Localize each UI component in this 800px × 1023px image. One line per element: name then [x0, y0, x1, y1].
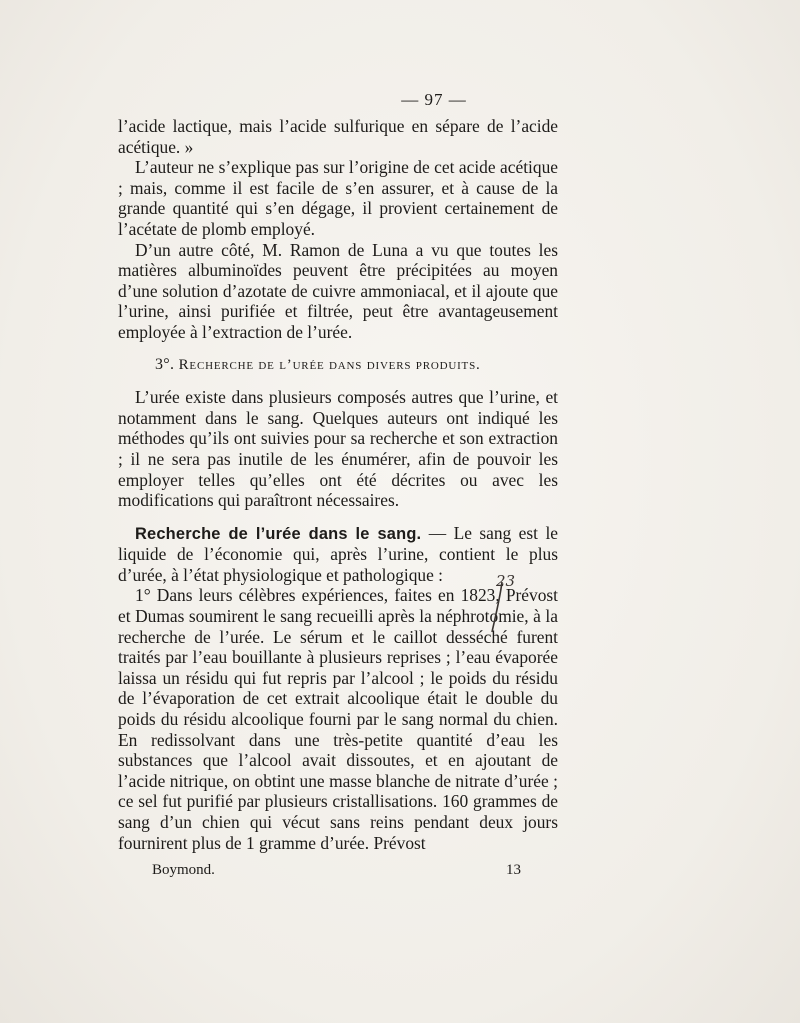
spacer [118, 511, 558, 523]
handwritten-annotation: 23 [496, 572, 516, 590]
paragraph: 1° Dans leurs célèbres expériences, faites en 1823, Prévost et Dumas soumirent le sang recueilli après la néphrotomie, à la recherche de l’urée. Le sérum et le caillot desséché furent traités par l’eau bouillante à plusieurs reprises ; l’eau évaporée laissa un résidu qui fut repris par l’alcool ; le poids du résidu de l’évaporation de cet extrait alcoolique était le double du poids du résidu alcoolique fourni par le sang normal du chien. En redissolvant dans une très-petite quantité d’eau les substances que l’alcool avait dissoutes, et en ajoutant de l’acide nitrique, on obtint une masse blanche de nitrate d’urée ; ce sel fut purifié par plusieurs cristallisations. 160 grammes de sang d’un chien qui vécut sans reins pendant deux jours fournirent plus de 1 gramme d’urée. Prévost [118, 585, 558, 853]
paragraph: L’auteur ne s’explique pas sur l’origine de cet acide acétique ; mais, comme il est facile de s’en assurer, et à cause de la grande quantité qui s’en dégage, il provient certainement de l’acétate de plomb employé. [118, 157, 558, 239]
section-number: 3°. [155, 355, 175, 373]
paragraph-text: — Le sang est le liquide de l’économie qui, après l’urine, contient le plus d’urée, à l’état physiologique et pathologique : [118, 522, 558, 585]
paragraph: D’un autre côté, M. Ramon de Luna a vu que toutes les matières albuminoïdes peuvent être précipitées au moyen d’une solution d’azotate de cuivre ammoniacal, et il ajoute que l’urine, ainsi purifiée et filtrée, peut être avantageusement employée à l’extraction de l’urée. [118, 239, 558, 342]
page-number: — 97 — [401, 90, 467, 109]
body-text [118, 116, 558, 853]
section-title: Recherche de l’urée dans divers produits. [178, 356, 481, 373]
footer-signature-mark: 13 [506, 862, 521, 878]
footer-author: Boymond. [152, 862, 215, 878]
paragraph-continuation: l’acide lactique, mais l’acide sulfurique en sépare de l’acide acétique. » [118, 116, 558, 157]
subsection-heading: Recherche de l’urée dans le sang. [135, 524, 422, 543]
paragraph-blood [118, 523, 558, 586]
section-heading [118, 355, 558, 376]
paragraph: L’urée existe dans plusieurs composés autres que l’urine, et notamment dans le sang. Quelques auteurs ont indiqué les méthodes qu’ils ont suivies pour sa recherche et son extraction ; il ne sera pas inutile de les énumérer, afin de pouvoir les employer telles qu’elles ont été décrites ou avec les modifications qui paraîtront nécessaires. [118, 387, 558, 511]
